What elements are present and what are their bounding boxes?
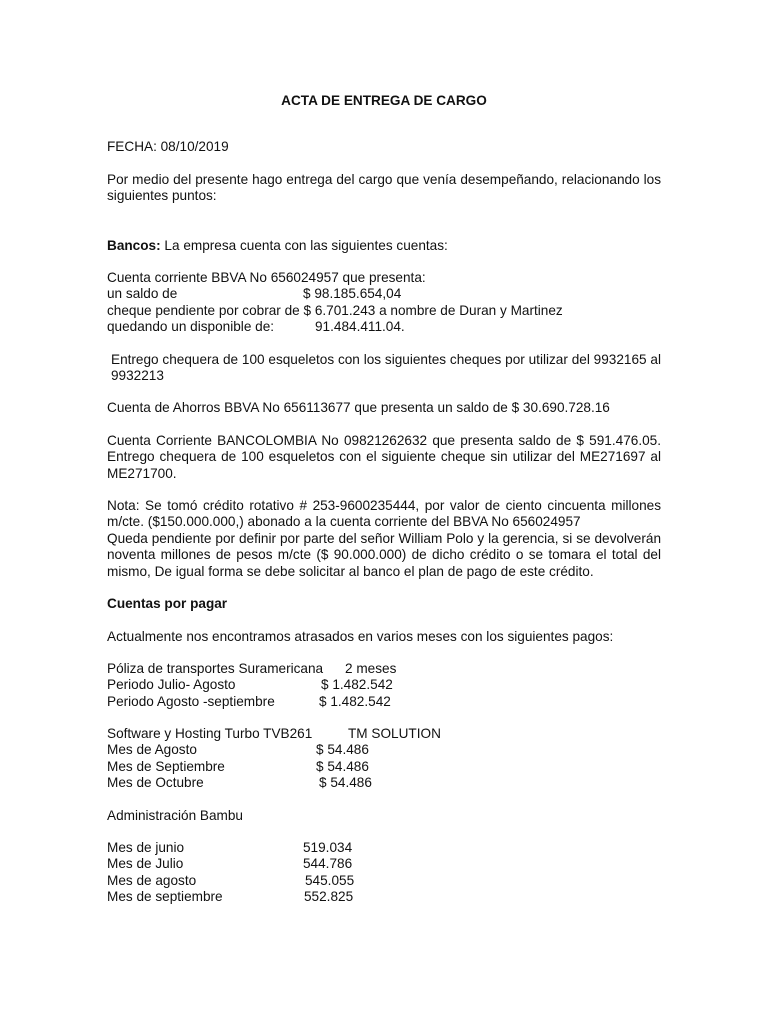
poliza-row-value: $ 1.482.542 [321, 677, 393, 693]
bambu-row-value: 545.055 [305, 872, 355, 888]
bambu-row [107, 873, 661, 889]
bambu-row-value: 519.034 [303, 840, 353, 856]
software-row-label: Mes de Octubre [107, 775, 204, 791]
bbva-block [107, 270, 661, 336]
poliza-row [107, 677, 661, 693]
bambu-row [107, 856, 661, 872]
software-block [107, 726, 661, 792]
poliza-title: Póliza de transportes Suramericana [107, 660, 324, 676]
bambu-row [107, 889, 661, 905]
fecha-line: FECHA: 08/10/2019 [107, 139, 229, 155]
poliza-row-label: Periodo Julio- Agosto [107, 677, 236, 693]
disponible-value: 91.484.411.04. [315, 319, 405, 335]
document-body [107, 93, 661, 906]
bambu-row-label: Mes de agosto [107, 872, 197, 888]
bambu-row-value: 544.786 [303, 856, 353, 872]
software-row [107, 742, 661, 758]
bancos-heading: Bancos: [107, 237, 161, 253]
nota-paragraph: Nota: Se tomó crédito rotativo # 253-9600235444, por valor de ciento cincuenta millones m/cte. ($150.000.000,) abonado a la cuenta corriente del BBVA No 656024957 [107, 498, 661, 530]
poliza-duration: 2 meses [345, 660, 397, 676]
poliza-block [107, 661, 661, 710]
pendiente-line: cheque pendiente por cobrar de $ 6.701.243 a nombre de Duran y Martinez [107, 302, 563, 318]
pendiente-paragraph: Queda pendiente por definir por parte del señor William Polo y la gerencia, si se devolverán noventa millones de pesos m/cte ($ 90.000.000) de dicho crédito o se tomara el total del mismo, De igual forma se debe solicitar al banco el plan de pago de este crédito. [107, 530, 661, 579]
software-row-label: Mes de Agosto [107, 742, 197, 758]
bancos-paragraph [107, 238, 661, 254]
bambu-block [107, 840, 661, 906]
software-title-row [107, 726, 661, 742]
software-row-label: Mes de Septiembre [107, 758, 225, 774]
poliza-row-label: Periodo Agosto -septiembre [107, 693, 275, 709]
bambu-row [107, 840, 661, 856]
software-row-value: $ 54.486 [316, 758, 369, 774]
bambu-title: Administración Bambu [107, 807, 243, 823]
software-row-value: $ 54.486 [319, 775, 372, 791]
disponible-row [107, 319, 661, 335]
disponible-label: quedando un disponible de: [107, 319, 275, 335]
document-title: ACTA DE ENTREGA DE CARGO [281, 93, 487, 108]
ahorros-paragraph: Cuenta de Ahorros BBVA No 656113677 que presenta un saldo de $ 30.690.728.16 [107, 400, 610, 416]
bambu-row-label: Mes de Julio [107, 856, 184, 872]
cuentas-intro: Actualmente nos encontramos atrasados en varios meses con los siguientes pagos: [107, 628, 614, 644]
software-row-value: $ 54.486 [316, 742, 369, 758]
bbva-line: Cuenta corriente BBVA No 656024957 que presenta: [107, 270, 426, 286]
bambu-row-value: 552.825 [304, 889, 354, 905]
poliza-title-row [107, 661, 661, 677]
chequera-paragraph: Entrego chequera de 100 esqueletos con los siguientes cheques por utilizar del 9932165 al 9932213 [111, 351, 661, 384]
bancolombia-paragraph: Cuenta Corriente BANCOLOMBIA No 09821262632 que presenta saldo de $ 591.476.05. Entrego chequera de 100 esqueletos con el siguiente cheque sin utilizar del ME271697 al ME271700. [107, 432, 661, 481]
saldo-label: un saldo de [107, 286, 178, 302]
intro-paragraph: Por medio del presente hago entrega del cargo que venía desempeñando, relacionando los siguientes puntos: [107, 171, 661, 204]
software-row [107, 759, 661, 775]
software-row [107, 775, 661, 791]
software-title: Software y Hosting Turbo TVB261 [107, 726, 313, 742]
saldo-value: $ 98.185.654,04 [303, 286, 402, 302]
bancos-text: La empresa cuenta con las siguientes cuentas: [160, 237, 448, 253]
bambu-row-label: Mes de septiembre [107, 889, 223, 905]
poliza-row-value: $ 1.482.542 [319, 693, 391, 709]
saldo-row [107, 286, 661, 302]
cuentas-heading: Cuentas por pagar [107, 596, 228, 612]
software-vendor: TM SOLUTION [348, 726, 441, 742]
bambu-row-label: Mes de junio [107, 840, 185, 856]
poliza-row [107, 694, 661, 710]
